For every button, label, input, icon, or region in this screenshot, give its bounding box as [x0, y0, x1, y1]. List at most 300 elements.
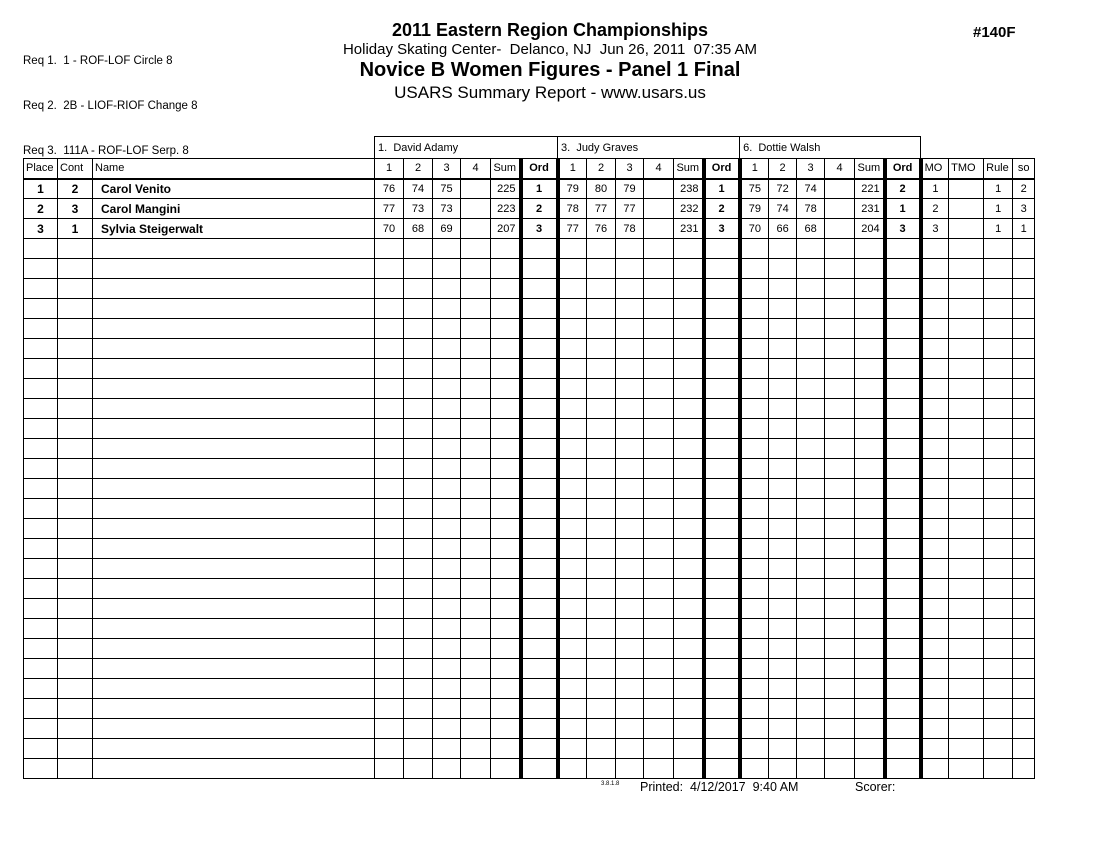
score-cell: 77	[375, 199, 404, 219]
empty-cell	[491, 759, 521, 779]
empty-cell	[58, 579, 93, 599]
empty-cell	[984, 319, 1013, 339]
empty-cell	[769, 399, 797, 419]
empty-row	[24, 639, 1035, 659]
empty-cell	[93, 339, 375, 359]
empty-cell	[375, 419, 404, 439]
event-number: #140F	[973, 24, 1016, 41]
empty-cell	[704, 339, 740, 359]
requirement-line: Req 3. 111A - ROF-LOF Serp. 8	[23, 145, 189, 157]
empty-cell	[433, 339, 461, 359]
empty-cell	[674, 339, 704, 359]
empty-cell	[644, 399, 674, 419]
empty-cell	[58, 699, 93, 719]
empty-cell	[24, 419, 58, 439]
printed-timestamp: Printed: 4/12/2017 9:40 AM	[640, 780, 799, 794]
empty-cell	[769, 339, 797, 359]
empty-cell	[825, 679, 855, 699]
empty-cell	[921, 459, 949, 479]
empty-cell	[587, 419, 616, 439]
empty-cell	[461, 379, 491, 399]
empty-cell	[433, 639, 461, 659]
empty-cell	[587, 759, 616, 779]
ordinal-cell: 3	[521, 219, 558, 239]
empty-cell	[404, 419, 433, 439]
empty-cell	[740, 579, 769, 599]
column-header-score-1: 1	[375, 159, 404, 179]
skater-name-cell: Sylvia Steigerwalt	[93, 219, 375, 239]
empty-cell	[704, 459, 740, 479]
empty-cell	[921, 419, 949, 439]
empty-cell	[461, 619, 491, 639]
column-header-score-4: 4	[825, 159, 855, 179]
empty-cell	[558, 359, 587, 379]
empty-cell	[461, 679, 491, 699]
empty-cell	[885, 579, 921, 599]
empty-cell	[404, 599, 433, 619]
empty-cell	[616, 259, 644, 279]
empty-cell	[797, 539, 825, 559]
empty-cell	[521, 539, 558, 559]
empty-cell	[616, 319, 644, 339]
sum-cell: 204	[855, 219, 885, 239]
empty-cell	[558, 759, 587, 779]
empty-cell	[797, 359, 825, 379]
empty-cell	[24, 519, 58, 539]
empty-cell	[769, 599, 797, 619]
empty-cell	[885, 759, 921, 779]
empty-cell	[404, 459, 433, 479]
empty-cell	[491, 459, 521, 479]
empty-row	[24, 679, 1035, 699]
score-cell	[461, 179, 491, 199]
empty-cell	[58, 319, 93, 339]
empty-cell	[644, 579, 674, 599]
empty-cell	[921, 299, 949, 319]
empty-cell	[491, 639, 521, 659]
empty-cell	[587, 499, 616, 519]
column-header-score-3: 3	[797, 159, 825, 179]
empty-cell	[24, 399, 58, 419]
empty-cell	[461, 499, 491, 519]
empty-cell	[375, 599, 404, 619]
empty-cell	[769, 439, 797, 459]
score-cell: 76	[587, 219, 616, 239]
empty-cell	[375, 559, 404, 579]
empty-cell	[797, 419, 825, 439]
empty-cell	[1013, 499, 1035, 519]
empty-cell	[433, 599, 461, 619]
empty-cell	[769, 239, 797, 259]
empty-cell	[587, 339, 616, 359]
empty-cell	[58, 599, 93, 619]
empty-cell	[855, 459, 885, 479]
requirement-line: Req 1. 1 - ROF-LOF Circle 8	[23, 55, 173, 67]
empty-cell	[491, 479, 521, 499]
empty-cell	[674, 739, 704, 759]
empty-cell	[825, 399, 855, 419]
empty-cell	[1013, 259, 1035, 279]
empty-cell	[984, 659, 1013, 679]
empty-cell	[704, 679, 740, 699]
empty-cell	[674, 679, 704, 699]
column-header-score-2: 2	[769, 159, 797, 179]
empty-cell	[921, 719, 949, 739]
empty-cell	[24, 679, 58, 699]
empty-cell	[616, 399, 644, 419]
empty-cell	[491, 319, 521, 339]
empty-row	[24, 479, 1035, 499]
rule-cell: 1	[984, 199, 1013, 219]
empty-cell	[740, 399, 769, 419]
empty-cell	[93, 579, 375, 599]
scorer-label: Scorer:	[855, 780, 896, 794]
empty-cell	[93, 599, 375, 619]
score-cell	[461, 199, 491, 219]
empty-cell	[375, 519, 404, 539]
empty-cell	[740, 519, 769, 539]
empty-cell	[984, 419, 1013, 439]
empty-row	[24, 279, 1035, 299]
empty-cell	[769, 579, 797, 599]
ordinal-cell: 2	[704, 199, 740, 219]
empty-cell	[433, 699, 461, 719]
empty-cell	[797, 379, 825, 399]
empty-cell	[404, 639, 433, 659]
empty-cell	[1013, 599, 1035, 619]
empty-cell	[984, 539, 1013, 559]
score-cell: 77	[616, 199, 644, 219]
empty-cell	[587, 699, 616, 719]
empty-cell	[491, 519, 521, 539]
empty-cell	[558, 719, 587, 739]
empty-cell	[855, 359, 885, 379]
empty-cell	[521, 239, 558, 259]
empty-cell	[404, 319, 433, 339]
empty-cell	[825, 619, 855, 639]
empty-cell	[769, 739, 797, 759]
empty-cell	[644, 379, 674, 399]
empty-cell	[740, 359, 769, 379]
empty-cell	[704, 499, 740, 519]
empty-cell	[674, 499, 704, 519]
empty-cell	[674, 459, 704, 479]
empty-cell	[404, 259, 433, 279]
empty-cell	[797, 619, 825, 639]
empty-cell	[491, 739, 521, 759]
empty-cell	[949, 519, 984, 539]
empty-cell	[461, 599, 491, 619]
empty-cell	[521, 639, 558, 659]
column-header-score-3: 3	[433, 159, 461, 179]
empty-cell	[885, 519, 921, 539]
score-cell	[644, 219, 674, 239]
score-cell: 66	[769, 219, 797, 239]
empty-cell	[825, 739, 855, 759]
empty-cell	[885, 739, 921, 759]
empty-cell	[93, 239, 375, 259]
empty-cell	[375, 759, 404, 779]
empty-cell	[616, 519, 644, 539]
score-cell: 74	[769, 199, 797, 219]
empty-cell	[740, 619, 769, 639]
empty-cell	[558, 279, 587, 299]
empty-cell	[521, 499, 558, 519]
skater-row	[24, 199, 1035, 219]
empty-cell	[433, 739, 461, 759]
empty-cell	[616, 599, 644, 619]
empty-cell	[984, 679, 1013, 699]
empty-cell	[949, 439, 984, 459]
empty-cell	[587, 239, 616, 259]
empty-cell	[558, 319, 587, 339]
empty-cell	[797, 519, 825, 539]
empty-cell	[674, 579, 704, 599]
empty-cell	[674, 259, 704, 279]
empty-cell	[825, 639, 855, 659]
empty-cell	[740, 339, 769, 359]
empty-cell	[58, 459, 93, 479]
empty-cell	[587, 639, 616, 659]
empty-cell	[558, 619, 587, 639]
empty-cell	[433, 539, 461, 559]
empty-cell	[404, 679, 433, 699]
empty-cell	[433, 239, 461, 259]
empty-cell	[769, 379, 797, 399]
empty-cell	[797, 759, 825, 779]
empty-cell	[375, 279, 404, 299]
empty-cell	[93, 479, 375, 499]
empty-row	[24, 579, 1035, 599]
empty-cell	[24, 239, 58, 259]
empty-cell	[704, 439, 740, 459]
empty-row	[24, 759, 1035, 779]
empty-cell	[674, 619, 704, 639]
empty-cell	[1013, 239, 1035, 259]
empty-cell	[1013, 459, 1035, 479]
empty-cell	[644, 619, 674, 639]
empty-cell	[24, 759, 58, 779]
empty-cell	[1013, 419, 1035, 439]
ordinal-cell: 2	[521, 199, 558, 219]
empty-cell	[433, 459, 461, 479]
empty-cell	[984, 279, 1013, 299]
empty-cell	[375, 639, 404, 659]
empty-cell	[704, 579, 740, 599]
empty-cell	[704, 259, 740, 279]
empty-cell	[404, 739, 433, 759]
empty-cell	[769, 719, 797, 739]
score-cell: 73	[404, 199, 433, 219]
empty-cell	[491, 379, 521, 399]
empty-cell	[93, 639, 375, 659]
judge-name-cell: 6. Dottie Walsh	[740, 137, 921, 159]
empty-cell	[521, 599, 558, 619]
empty-cell	[644, 699, 674, 719]
empty-cell	[855, 659, 885, 679]
empty-cell	[521, 739, 558, 759]
column-header-name: Name	[93, 159, 375, 179]
empty-row	[24, 359, 1035, 379]
empty-cell	[704, 699, 740, 719]
empty-cell	[704, 559, 740, 579]
empty-cell	[825, 319, 855, 339]
empty-cell	[616, 459, 644, 479]
empty-cell	[616, 639, 644, 659]
empty-cell	[616, 719, 644, 739]
empty-cell	[704, 279, 740, 299]
empty-cell	[885, 419, 921, 439]
empty-cell	[433, 379, 461, 399]
empty-cell	[404, 659, 433, 679]
empty-cell	[1013, 739, 1035, 759]
sum-cell: 207	[491, 219, 521, 239]
empty-cell	[616, 279, 644, 299]
empty-cell	[404, 619, 433, 639]
empty-cell	[616, 299, 644, 319]
rule-cell: 1	[984, 179, 1013, 199]
score-cell: 79	[558, 179, 587, 199]
empty-cell	[674, 479, 704, 499]
empty-cell	[644, 739, 674, 759]
empty-cell	[521, 359, 558, 379]
empty-cell	[616, 239, 644, 259]
empty-cell	[461, 279, 491, 299]
empty-cell	[769, 539, 797, 559]
empty-cell	[521, 319, 558, 339]
empty-cell	[58, 739, 93, 759]
report-type-line: USARS Summary Report - www.usars.us	[394, 83, 706, 102]
empty-cell	[93, 399, 375, 419]
empty-cell	[644, 599, 674, 619]
empty-cell	[521, 759, 558, 779]
empty-cell	[984, 259, 1013, 279]
empty-cell	[921, 739, 949, 759]
empty-cell	[674, 559, 704, 579]
empty-cell	[921, 619, 949, 639]
empty-cell	[921, 519, 949, 539]
empty-cell	[1013, 439, 1035, 459]
summary-score-table	[23, 136, 1035, 779]
empty-cell	[855, 439, 885, 459]
empty-cell	[674, 639, 704, 659]
empty-cell	[921, 579, 949, 599]
empty-cell	[949, 279, 984, 299]
empty-cell	[58, 639, 93, 659]
empty-cell	[704, 759, 740, 779]
empty-cell	[825, 759, 855, 779]
empty-cell	[404, 359, 433, 379]
empty-cell	[616, 439, 644, 459]
score-cell: 80	[587, 179, 616, 199]
score-cell: 79	[616, 179, 644, 199]
empty-cell	[885, 399, 921, 419]
empty-cell	[433, 579, 461, 599]
empty-cell	[491, 599, 521, 619]
empty-cell	[24, 459, 58, 479]
skater-row	[24, 179, 1035, 199]
empty-cell	[797, 599, 825, 619]
empty-cell	[461, 559, 491, 579]
empty-cell	[491, 259, 521, 279]
empty-cell	[644, 359, 674, 379]
empty-cell	[825, 459, 855, 479]
empty-cell	[587, 719, 616, 739]
empty-cell	[855, 379, 885, 399]
empty-row	[24, 239, 1035, 259]
empty-cell	[93, 739, 375, 759]
empty-row	[24, 399, 1035, 419]
score-cell: 77	[587, 199, 616, 219]
empty-cell	[855, 259, 885, 279]
empty-cell	[491, 699, 521, 719]
empty-cell	[491, 499, 521, 519]
empty-cell	[885, 459, 921, 479]
empty-cell	[825, 599, 855, 619]
empty-cell	[24, 279, 58, 299]
empty-cell	[375, 319, 404, 339]
empty-cell	[375, 479, 404, 499]
empty-cell	[521, 439, 558, 459]
empty-cell	[984, 519, 1013, 539]
empty-cell	[644, 759, 674, 779]
empty-cell	[855, 479, 885, 499]
empty-cell	[433, 399, 461, 419]
empty-cell	[558, 299, 587, 319]
empty-cell	[704, 379, 740, 399]
venue-date-line: Holiday Skating Center- Delanco, NJ Jun 26, 2011 07:35 AM	[342, 41, 758, 58]
empty-cell	[616, 619, 644, 639]
empty-cell	[855, 239, 885, 259]
empty-cell	[521, 479, 558, 499]
empty-cell	[461, 459, 491, 479]
empty-cell	[740, 279, 769, 299]
empty-cell	[885, 679, 921, 699]
score-cell: 68	[404, 219, 433, 239]
empty-cell	[433, 439, 461, 459]
empty-cell	[461, 539, 491, 559]
empty-cell	[461, 479, 491, 499]
empty-cell	[1013, 759, 1035, 779]
empty-cell	[375, 239, 404, 259]
column-header-mo: MO	[921, 159, 949, 179]
empty-row	[24, 419, 1035, 439]
tmo-cell	[949, 199, 984, 219]
empty-cell	[491, 719, 521, 739]
empty-cell	[797, 499, 825, 519]
empty-cell	[885, 319, 921, 339]
score-cell: 75	[740, 179, 769, 199]
score-cell: 76	[375, 179, 404, 199]
empty-cell	[433, 619, 461, 639]
empty-row	[24, 699, 1035, 719]
ordinal-cell: 1	[885, 199, 921, 219]
empty-cell	[921, 639, 949, 659]
empty-cell	[58, 399, 93, 419]
empty-cell	[949, 719, 984, 739]
empty-cell	[797, 399, 825, 419]
score-cell: 74	[404, 179, 433, 199]
tmo-cell	[949, 179, 984, 199]
empty-cell	[740, 659, 769, 679]
empty-cell	[24, 539, 58, 559]
empty-cell	[797, 579, 825, 599]
empty-cell	[855, 759, 885, 779]
empty-cell	[24, 699, 58, 719]
empty-cell	[644, 679, 674, 699]
empty-cell	[93, 379, 375, 399]
empty-cell	[704, 519, 740, 539]
